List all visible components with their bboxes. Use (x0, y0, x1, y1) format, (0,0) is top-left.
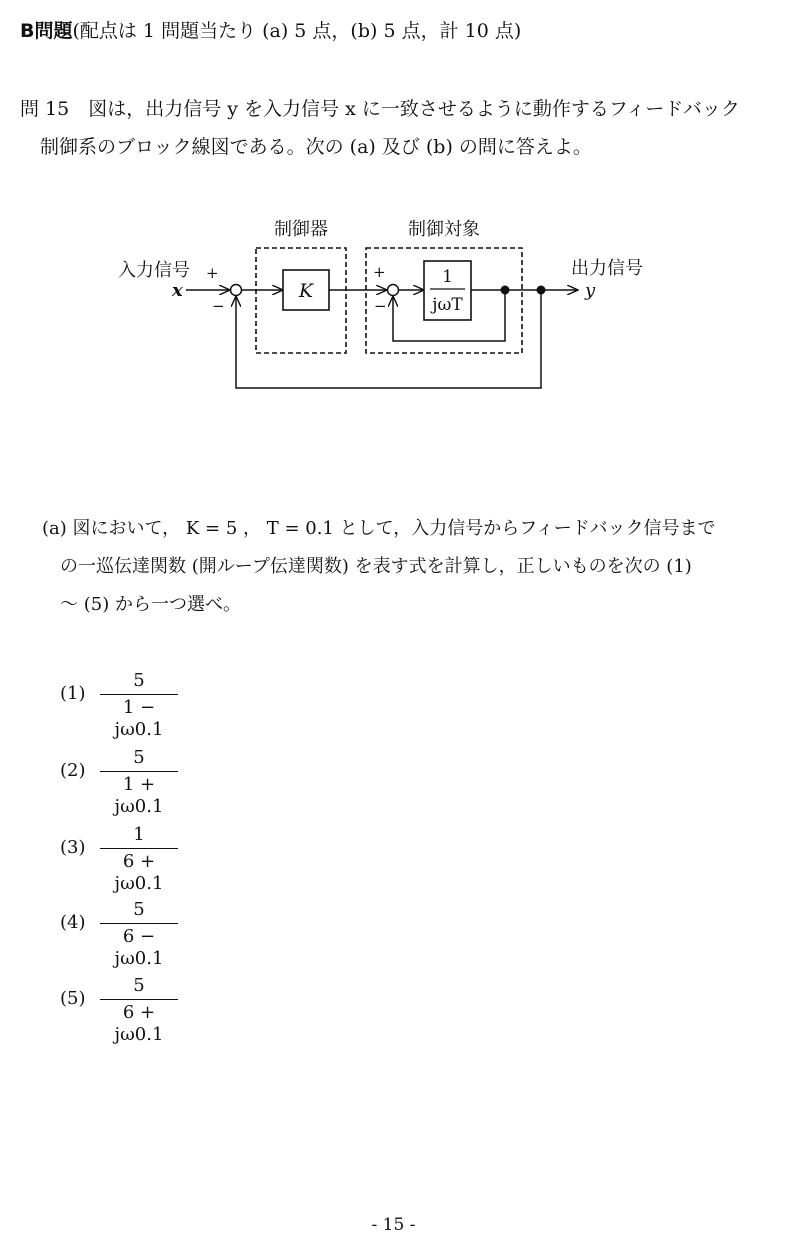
option-2-denominator: 1 + jω0.1 (114, 774, 164, 817)
option-3-label: (3) (60, 837, 86, 858)
part-a-line-3: 〜 (5) から一つ選べ。 (60, 594, 241, 615)
block-diagram (0, 200, 787, 400)
option-2-fraction (100, 747, 178, 818)
option-1-fraction (100, 670, 178, 741)
sum1-plus: + (206, 264, 219, 282)
question-line-2: 制御系のブロック線図である。次の (a) 及び (b) の問に答えよ。 (40, 136, 592, 158)
option-3-denominator: 6 + jω0.1 (114, 851, 164, 894)
question-line-1: 問 15 図は，出力信号 y を入力信号 x に一致させるように動作するフィードバック (20, 98, 740, 120)
controller-label: 制御器 (274, 219, 328, 240)
output-var: y (585, 280, 596, 301)
sum1-minus: − (212, 297, 225, 315)
option-4-label: (4) (60, 912, 86, 933)
gain-block-label: K (298, 280, 314, 302)
option-4-fraction (100, 899, 178, 970)
option-3-fraction-bar (100, 848, 178, 849)
option-1-numerator: 5 (133, 670, 145, 691)
section-header (20, 16, 521, 43)
option-1-denominator: 1 − jω0.1 (114, 697, 164, 740)
sum2-minus: − (374, 297, 387, 315)
option-4-denominator: 6 − jω0.1 (114, 926, 164, 969)
option-5-fraction (100, 975, 178, 1046)
sum2-plus: + (373, 263, 386, 281)
page-number: - 15 - (371, 1215, 416, 1235)
outer-feedback-loop (236, 290, 541, 388)
option-5-fraction-bar (100, 999, 178, 1000)
option-3-fraction (100, 824, 178, 895)
option-5-label: (5) (60, 988, 86, 1009)
option-2-numerator: 5 (133, 747, 145, 768)
option-1-fraction-bar (100, 694, 178, 695)
plant-label: 制御対象 (408, 219, 480, 240)
summing-junction-1 (231, 285, 242, 296)
option-5-denominator: 6 + jω0.1 (114, 1002, 164, 1045)
option-2-label: (2) (60, 760, 86, 781)
option-3-numerator: 1 (133, 824, 145, 845)
section-scoring: (配点は 1 問題当たり (a) 5 点，(b) 5 点，計 10 点) (72, 20, 522, 42)
output-signal-label: 出力信号 (571, 258, 643, 279)
option-4-fraction-bar (100, 923, 178, 924)
part-a-line-1: (a) 図において， K = 5 ， T = 0.1 として，入力信号からフィードバック信号まで (42, 518, 716, 539)
plant-block-numerator: 1 (442, 267, 453, 287)
input-signal-label: 入力信号 (118, 260, 190, 281)
input-var: x (172, 280, 183, 301)
part-a-line-2: の一巡伝達関数 (開ループ伝達関数) を表す式を計算し，正しいものを次の (1) (60, 556, 692, 577)
section-title: B問題 (20, 20, 73, 42)
option-4-numerator: 5 (133, 899, 145, 920)
summing-junction-2 (388, 285, 399, 296)
option-2-fraction-bar (100, 771, 178, 772)
option-1-label: (1) (60, 683, 86, 704)
plant-block-denominator: jωT (432, 295, 463, 315)
option-5-numerator: 5 (133, 975, 145, 996)
